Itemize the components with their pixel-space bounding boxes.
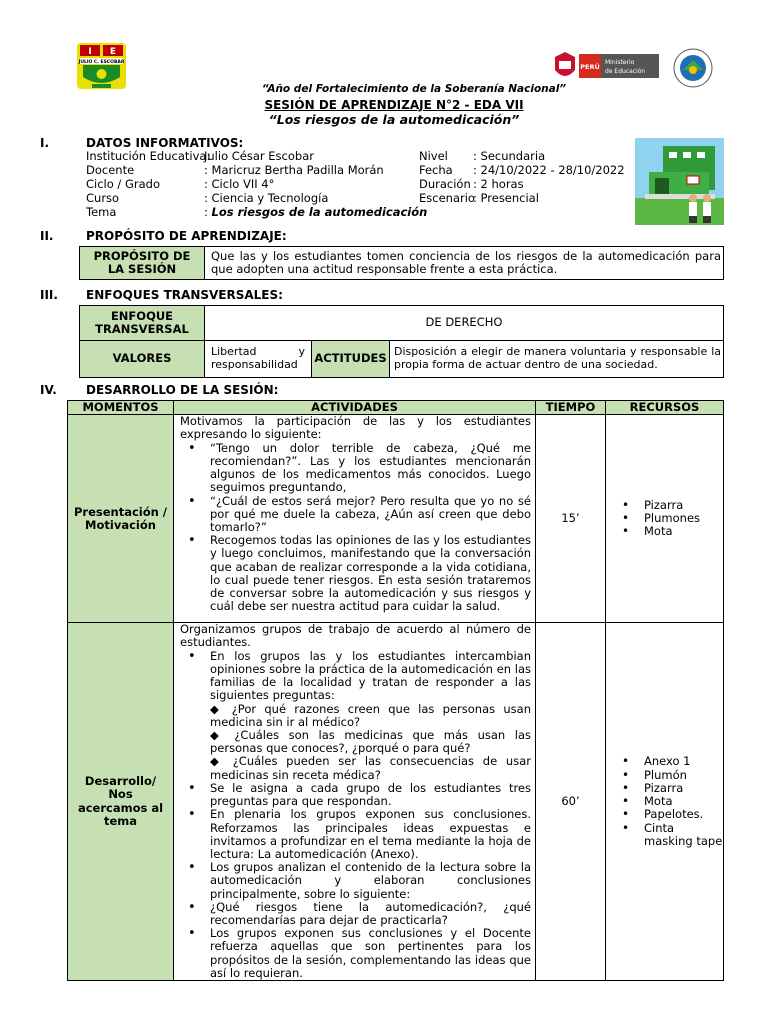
svg-text:Ministerio: Ministerio [605, 59, 635, 66]
momento-desarrollo: Desarrollo/ Nos acercamos al tema [68, 623, 174, 981]
list-item: • Pizarra [616, 499, 723, 512]
list-item: • Plumones [616, 512, 723, 525]
svg-text:de Educación: de Educación [605, 68, 646, 75]
purpose-table [79, 246, 724, 280]
list-item: • Mota [616, 525, 723, 538]
approaches-table [79, 305, 724, 378]
section-4-title: DESARROLLO DE LA SESIÓN: [86, 383, 279, 397]
section-3-number: III. [40, 288, 58, 302]
list-item: • En los grupos las y los estudiantes intercambian opiniones sobre la práctica de la automedicación en las familias de la localidad y tratan de responder a las siguientes preguntas: [180, 650, 531, 703]
list-item: • Plumón [616, 769, 723, 782]
list-item: • “¿Cuál de estos será mejor? Pero resulta que yo no sé por qué me duele la cabeza, ¿Aún así creen que debo tomarlo?” [180, 495, 531, 535]
enfoque-label: ENFOQUE TRANSVERSAL [80, 306, 205, 341]
activity-list [180, 650, 531, 703]
info-right [419, 150, 625, 206]
ministry-logo [553, 48, 721, 88]
activity-list [180, 782, 531, 980]
section-4-number: IV. [40, 383, 57, 397]
activity-list [180, 442, 531, 614]
school-illustration [635, 138, 724, 225]
tiempo-presentacion: 15’ [536, 415, 606, 623]
info-row-teacher: Docente : Maricruz Bertha Padilla Morán [86, 163, 384, 177]
header-momentos: MOMENTOS [68, 401, 174, 415]
recursos-desarrollo [606, 623, 724, 981]
tiempo-desarrollo: 60’ [536, 623, 606, 981]
info-row-scenario: Escenario: Presencial [419, 191, 539, 205]
list-item: • Recogemos todas las opiniones de las y los estudiantes y luego concluimos, manifestando que la conversación que acaban de realizar corresponde a la vida cotidiana, lo cual puede tener riesgos. En esta sesión trataremos de conversar sobre la automedicación y sus riesgos y cuál debe ser nuestra actitud para cuidar la salud. [180, 534, 531, 613]
activities-desarrollo [174, 623, 536, 981]
motto: “Año del Fortalecimiento de la Soberanía Nacional” [261, 83, 567, 95]
list-item: • En plenaria los grupos exponen sus conclusiones. Reforzamos las principales ideas expuestas e invitamos a profundizar en el tema mediante la hoja de lectura: La automedicación (Anexo). [180, 808, 531, 861]
info-row-institution: Institución Educativa:Julio César Escobar [86, 149, 314, 163]
info-row-level: Nivel : Secundaria [419, 149, 546, 163]
list-item: • Anexo 1 [616, 755, 723, 768]
activities-presentacion [174, 415, 536, 623]
header-recursos: RECURSOS [606, 401, 724, 415]
ministry-country: PERÚ [580, 63, 600, 71]
section-2-number: II. [40, 229, 54, 243]
section-1-number: I. [40, 136, 50, 150]
info-row-cycle: Ciclo / Grado : Ciclo VII 4° [86, 177, 275, 191]
activity-intro: Motivamos la participación de las y los estudiantes expresando lo siguiente: [180, 414, 531, 442]
valores-value: Libertad y responsabilidad [205, 341, 312, 378]
list-item: • ¿Qué riesgos tiene la automedicación?, ¿qué recomendarías para dejar de practicarla? [180, 901, 531, 927]
session-table [67, 400, 724, 981]
info-row-topic: Tema : Los riesgos de la automedicación [86, 205, 428, 219]
momento-presentacion: Presentación / Motivación [68, 415, 174, 623]
list-item: • Cinta masking tape [616, 822, 723, 848]
activity-intro: Organizamos grupos de trabajo de acuerdo al número de estudiantes. [180, 622, 531, 650]
info-left [86, 150, 427, 220]
section-1-title: DATOS INFORMATIVOS: [86, 136, 244, 150]
list-item: • Papelotes. [616, 808, 723, 821]
purpose-label: PROPÓSITO DE LA SESIÓN [80, 247, 205, 280]
svg-text:JULIO C. ESCOBAR: JULIO C. ESCOBAR [78, 60, 125, 65]
question-item: ◆ ¿Cuáles pueden ser las consecuencias de usar medicinas sin receta médica? [210, 754, 531, 782]
list-item: • Los grupos analizan el contenido de la lectura sobre la automedicación y elaboran conclusiones principalmente, sobre lo siguiente: [180, 861, 531, 901]
session-title: SESIÓN DE APRENDIZAJE N°2 - EDA VII [264, 98, 524, 112]
svg-text:E: E [109, 47, 117, 57]
valores-label: VALORES [80, 341, 205, 378]
list-item: • Se le asigna a cada grupo de los estudiantes tres preguntas para que respondan. [180, 782, 531, 808]
resource-list [606, 755, 723, 848]
purpose-text: Que las y los estudiantes tomen conciencia de los riesgos de la automedicación para que adopten una actitud responsable frente a esta práctica. [205, 247, 724, 280]
info-row-date: Fecha : 24/10/2022 - 28/10/2022 [419, 163, 625, 177]
section-3-title: ENFOQUES TRANSVERSALES: [86, 288, 283, 302]
question-item: ◆ ¿Cuáles son las medicinas que más usan las personas que conoces?, ¿porqué o para qué? [210, 727, 531, 756]
info-row-duration: Duración : 2 horas [419, 177, 524, 191]
info-row-course: Curso : Ciencia y Tecnología [86, 191, 329, 205]
list-item: • Mota [616, 795, 723, 808]
header-tiempo: TIEMPO [536, 401, 606, 415]
enfoque-value: DE DERECHO [205, 306, 724, 341]
section-2-title: PROPÓSITO DE APRENDIZAJE: [86, 229, 287, 243]
actitudes-value: Disposición a elegir de manera voluntaria y responsable la propia forma de actuar dentro de una sociedad. [390, 341, 724, 378]
recursos-presentacion [606, 415, 724, 623]
question-item: ◆ ¿Por qué razones creen que las personas usan medicina sin ir al médico? [210, 701, 531, 729]
resource-list [606, 499, 723, 539]
list-item: • Pizarra [616, 782, 723, 795]
session-subtitle: “Los riesgos de la automedicación” [268, 112, 520, 127]
header-actividades: ACTIVIDADES [174, 401, 536, 415]
svg-text:I: I [88, 47, 92, 57]
list-item: • “Tengo un dolor terrible de cabeza, ¿Qué me recomiendan?”. Las y los estudiantes mencionarán algunos de los medicamentos más conocidos. Luego seguimos preguntando, [180, 442, 531, 495]
list-item: • Los grupos exponen sus conclusiones y el Docente refuerza aquellas que son pertinentes para los propósitos de la sesión, complementando las ideas que así lo requieran. [180, 927, 531, 980]
actitudes-label: ACTITUDES [312, 341, 390, 378]
